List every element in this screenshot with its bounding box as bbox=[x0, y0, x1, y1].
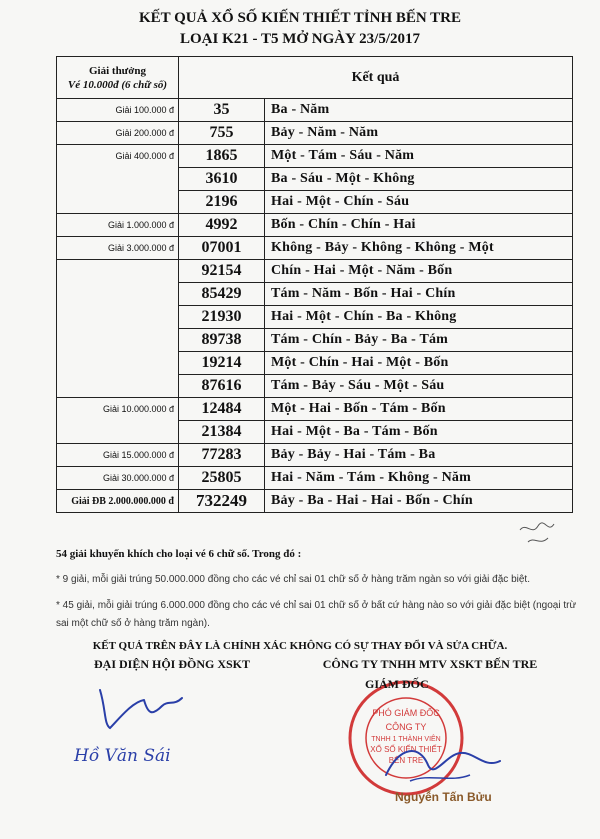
winning-number: 07001 bbox=[179, 237, 265, 260]
table-row bbox=[57, 122, 573, 145]
prize-header-title: Giải thưởng bbox=[88, 64, 146, 77]
table-row bbox=[57, 237, 573, 260]
number-in-words: Ba - Năm bbox=[265, 99, 573, 122]
winning-number: 3610 bbox=[179, 168, 265, 191]
winning-number: 21930 bbox=[179, 306, 265, 329]
number-in-words: Một - Chín - Hai - Một - Bốn bbox=[265, 352, 573, 375]
table-row bbox=[57, 398, 573, 421]
winning-number: 21384 bbox=[179, 421, 265, 444]
results-table bbox=[56, 56, 573, 513]
winning-number: 92154 bbox=[179, 260, 265, 283]
winning-number: 89738 bbox=[179, 329, 265, 352]
prize-cell: Giải 100.000 đ bbox=[57, 99, 179, 122]
seal-text: PHÓ GIÁM ĐỐC bbox=[372, 708, 440, 718]
result-column-header: Kết quả bbox=[179, 57, 573, 99]
director-title: GIÁM ĐỐC bbox=[365, 677, 429, 691]
number-in-words: Hai - Năm - Tám - Không - Năm bbox=[265, 467, 573, 490]
number-in-words: Tám - Năm - Bốn - Hai - Chín bbox=[265, 283, 573, 306]
number-in-words: Một - Hai - Bốn - Tám - Bốn bbox=[265, 398, 573, 421]
prize-column-header bbox=[57, 57, 179, 99]
winning-number: 732249 bbox=[179, 490, 265, 513]
number-in-words: Một - Tám - Sáu - Năm bbox=[265, 145, 573, 168]
prize-cell: Giải 400.000 đ bbox=[57, 145, 179, 214]
prize-cell: Giải 15.000.000 đ bbox=[57, 444, 179, 467]
table-row bbox=[57, 444, 573, 467]
seal-text: XỔ SỐ KIẾN THIẾT bbox=[370, 745, 442, 754]
number-in-words: Không - Bảy - Không - Không - Một bbox=[265, 237, 573, 260]
margin-scribble bbox=[518, 518, 558, 550]
consolation-prize-note: 54 giải khuyến khích cho loại vé 6 chữ số. Trong đó : bbox=[56, 548, 302, 560]
number-in-words: Hai - Một - Ba - Tám - Bốn bbox=[265, 421, 573, 444]
council-handwritten-name bbox=[70, 735, 210, 775]
winning-number: 25805 bbox=[179, 467, 265, 490]
seal-text: CÔNG TY bbox=[385, 722, 427, 732]
number-in-words: Bảy - Bảy - Hai - Tám - Ba bbox=[265, 444, 573, 467]
table-row bbox=[57, 260, 573, 283]
table-row bbox=[57, 99, 573, 122]
seal-text: TNHH 1 THÀNH VIÊN bbox=[371, 736, 441, 743]
winning-number: 2196 bbox=[179, 191, 265, 214]
winning-number: 77283 bbox=[179, 444, 265, 467]
table-row bbox=[57, 490, 573, 513]
seal-text: BẾN TRE bbox=[388, 756, 424, 765]
consolation-bullet-2: * 45 giải, mỗi giải trúng 6.000.000 đồng cho các vé chỉ sai 01 chữ số ở bất cứ hàng nào so với giải đặc biệt (ngoại trừ sai một chữ số ở hàng trăm ngàn). bbox=[56, 600, 577, 629]
number-in-words: Bảy - Năm - Năm bbox=[265, 122, 573, 145]
number-in-words: Ba - Sáu - Một - Không bbox=[265, 168, 573, 191]
winning-number: 35 bbox=[179, 99, 265, 122]
prize-header-subtitle: Vé 10.000đ (6 chữ số) bbox=[67, 78, 168, 91]
winning-number: 4992 bbox=[179, 214, 265, 237]
company-heading: CÔNG TY TNHH MTV XSKT BẾN TRE bbox=[322, 657, 538, 671]
table-row bbox=[57, 145, 573, 168]
prize-cell: Giải 30.000.000 đ bbox=[57, 467, 179, 490]
winning-number: 1865 bbox=[179, 145, 265, 168]
winning-number: 19214 bbox=[179, 352, 265, 375]
table-row bbox=[57, 467, 573, 490]
council-signature bbox=[92, 680, 202, 735]
prize-cell: Giải 3.000.000 đ bbox=[57, 237, 179, 260]
number-in-words: Bảy - Ba - Hai - Hai - Bốn - Chín bbox=[265, 490, 573, 513]
number-in-words: Tám - Bảy - Sáu - Một - Sáu bbox=[265, 375, 573, 398]
winning-number: 755 bbox=[179, 122, 265, 145]
winning-number: 87616 bbox=[179, 375, 265, 398]
number-in-words: Bốn - Chín - Chín - Hai bbox=[265, 214, 573, 237]
director-signature bbox=[380, 735, 510, 795]
prize-cell-empty bbox=[57, 260, 179, 398]
number-in-words: Chín - Hai - Một - Năm - Bốn bbox=[265, 260, 573, 283]
council-representative-heading: ĐẠI DIỆN HỘI ĐỒNG XSKT bbox=[93, 657, 251, 671]
handwritten-name-text: Hồ Văn Sái bbox=[74, 746, 171, 766]
winning-number: 85429 bbox=[179, 283, 265, 306]
prize-cell: Giải 10.000.000 đ bbox=[57, 398, 179, 444]
prize-cell: Giải 1.000.000 đ bbox=[57, 214, 179, 237]
prize-cell-special: Giải ĐB 2.000.000.000 đ bbox=[57, 490, 179, 513]
table-row bbox=[57, 214, 573, 237]
confirmation-statement: KẾT QUẢ TRÊN ĐÂY LÀ CHÍNH XÁC KHÔNG CÓ SỰ THAY ĐỔI VÀ SỬA CHỮA. bbox=[92, 640, 508, 652]
number-in-words: Hai - Một - Chín - Sáu bbox=[265, 191, 573, 214]
number-in-words: Tám - Chín - Bảy - Ba - Tám bbox=[265, 329, 573, 352]
number-in-words: Hai - Một - Chín - Ba - Không bbox=[265, 306, 573, 329]
winning-number: 12484 bbox=[179, 398, 265, 421]
director-name: Nguyễn Tấn Bửu bbox=[395, 790, 492, 804]
document-title: KẾT QUẢ XỔ SỐ KIẾN THIẾT TỈNH BẾN TRE bbox=[138, 10, 462, 26]
document-subtitle: LOẠI K21 - T5 MỞ NGÀY 23/5/2017 bbox=[179, 31, 420, 47]
prize-cell: Giải 200.000 đ bbox=[57, 122, 179, 145]
consolation-bullet-1: * 9 giải, mỗi giải trúng 50.000.000 đồng cho các vé chỉ sai 01 chữ số ở hàng trăm ngàn so với giải đặc biệt. bbox=[56, 574, 530, 585]
